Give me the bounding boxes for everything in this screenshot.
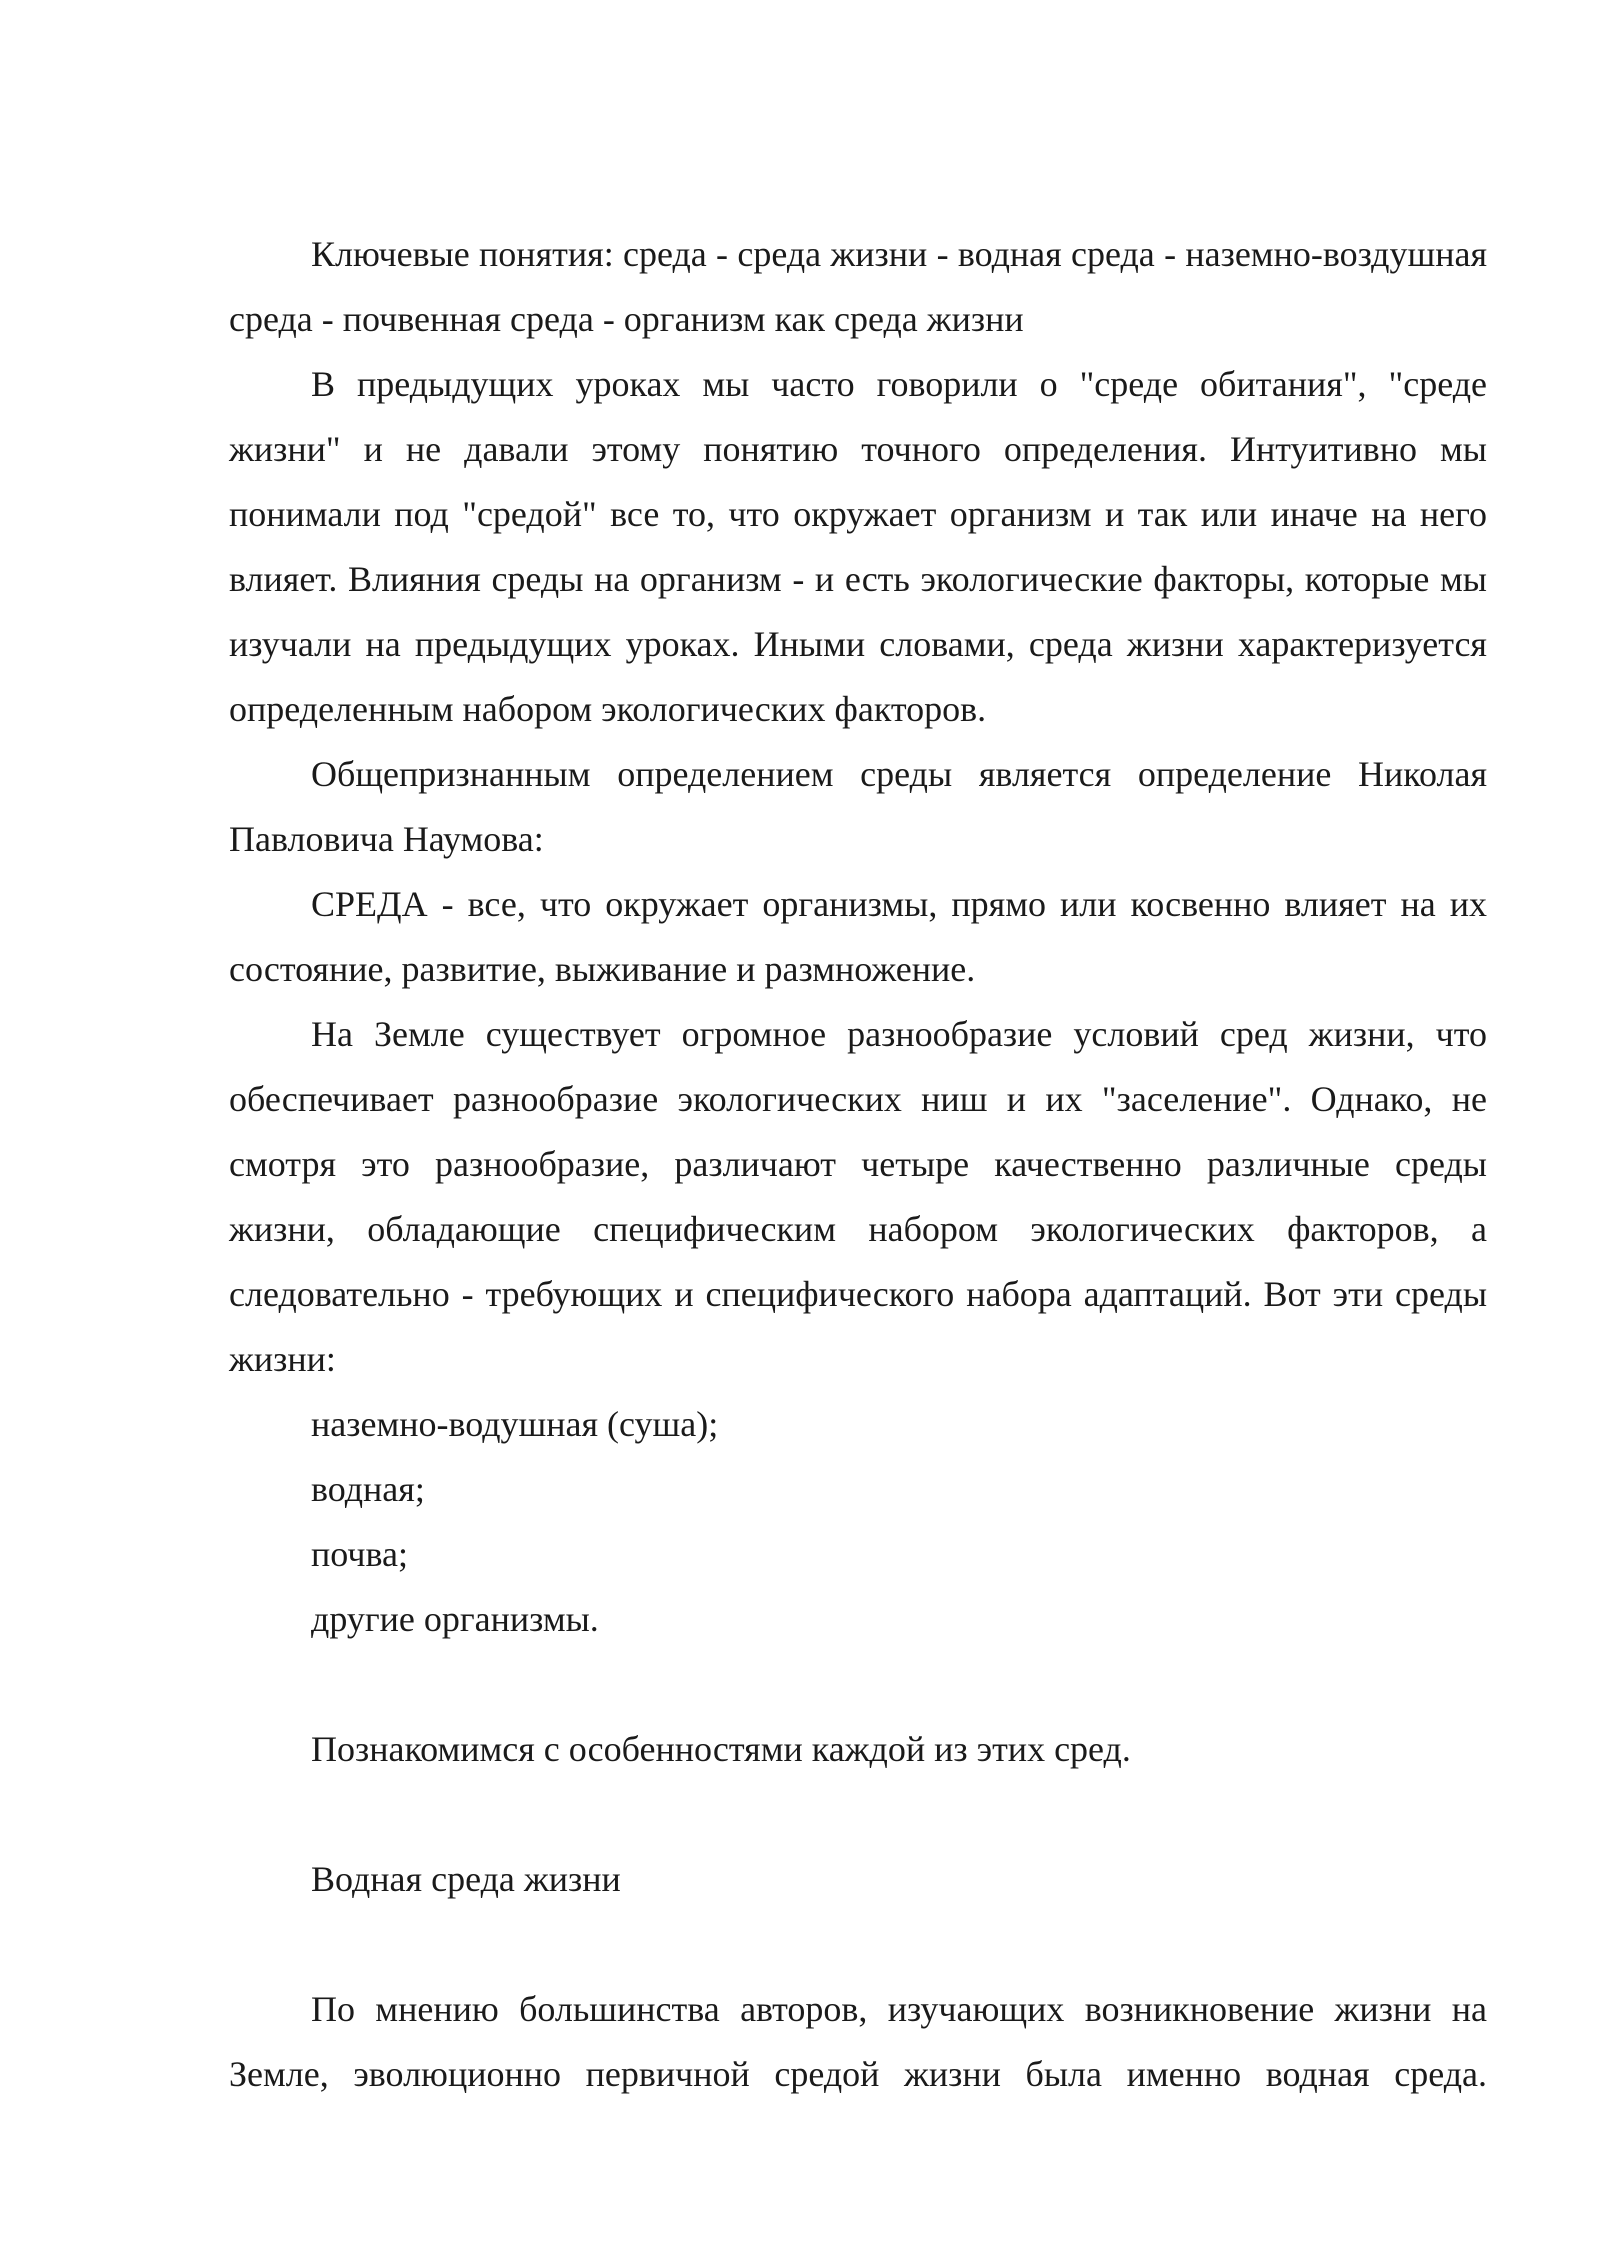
document-body [229,222,1487,2107]
paragraph-environment-intro: В предыдущих уроках мы часто говорили о "среде обитания", "среде жизни" и не давали этому понятию точного определения. Интуитивно мы понимали под "средой" все то, что окружает организм и так или иначе на него влияет. Влияния среды на организм - и есть экологические факторы, которые мы изучали на предыдущих уроках. Иными словами, среда жизни характеризуется определенным набором экологических факторов. [229,364,1487,729]
section-heading: Водная среда жизни [311,1859,621,1899]
list-item: почва; [311,1534,408,1574]
key-concepts-paragraph: Ключевые понятия: среда - среда жизни - водная среда - наземно-воздушная среда - почвенная среда - организм как среда жизни [229,234,1487,339]
blank-line [229,1652,1487,1717]
paragraph-water-origin: По мнению большинства авторов, изучающих возникновение жизни на Земле, эволюционно первичной средой жизни была именно водная среда. [229,1989,1487,2094]
list-item: наземно-водушная (суша); [311,1404,719,1444]
paragraph-diversity: На Земле существует огромное разнообразие условий сред жизни, что обеспечивает разнообразие экологических ниш и их "заселение". Однако, не смотря это разнообразие, различают четыре качественно различные среды жизни, обладающие специфическим набором экологических факторов, а следовательно - требующих и специфического набора адаптаций. Вот эти среды жизни: [229,1014,1487,1379]
environments-list [229,1392,1487,1652]
paragraph-definition: СРЕДА - все, что окружает организмы, прямо или косвенно влияет на их состояние, развитие, выживание и размножение. [229,884,1487,989]
paragraph-definition-source: Общепризнанным определением среды является определение Николая Павловича Наумова: [229,754,1487,859]
intro-sentence: Познакомимся с особенностями каждой из этих сред. [311,1729,1131,1769]
list-item: водная; [311,1469,425,1509]
list-item: другие организмы. [311,1599,599,1639]
blank-line [229,1782,1487,1847]
blank-line [229,1912,1487,1977]
